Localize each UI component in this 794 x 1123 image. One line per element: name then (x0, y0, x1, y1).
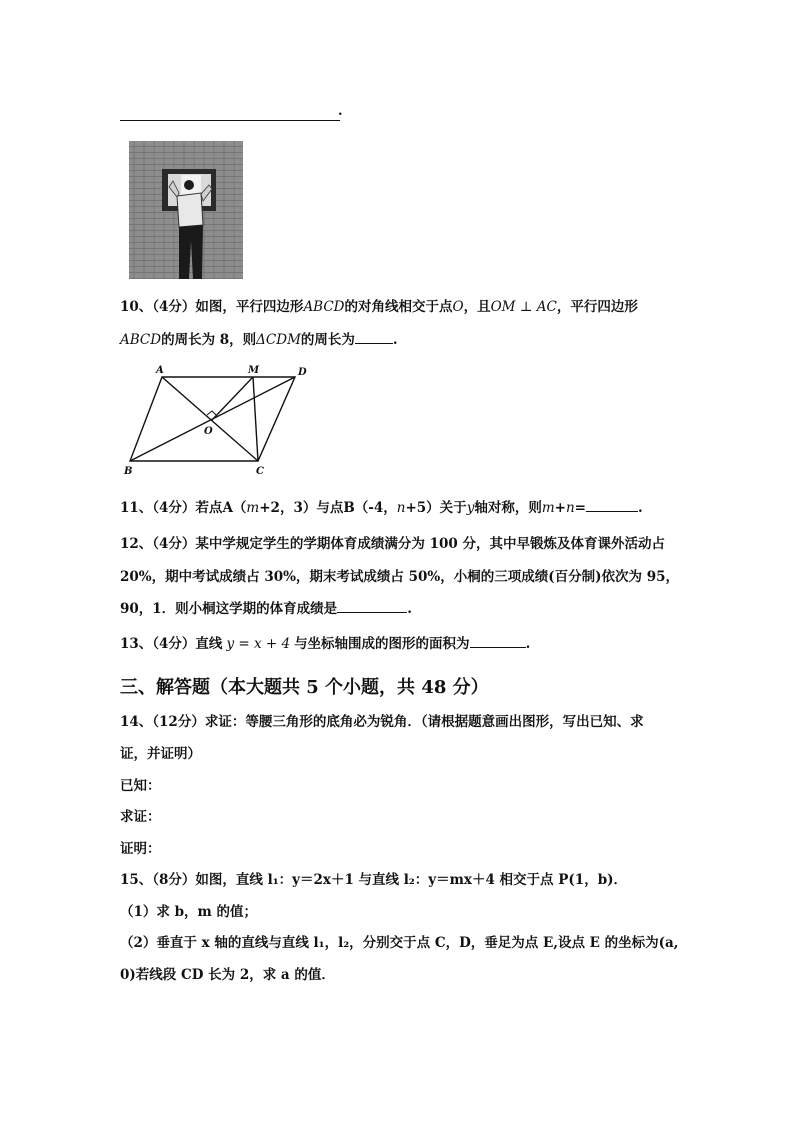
window-photo (129, 141, 243, 279)
q12-line2: 20%，期中考试成绩占 30%，期末考试成绩占 50%，小桐的三项成绩(百分制)依次为 95， (120, 569, 680, 585)
answer-blank-top (120, 106, 340, 121)
label-M: M (248, 365, 260, 376)
parallelogram-diagram (120, 363, 320, 478)
q14-line2: 证，并证明） (120, 746, 201, 762)
answer-blank-top-period: . (338, 104, 343, 119)
answer-blank-q10 (355, 331, 393, 344)
label-A: A (156, 365, 164, 376)
answer-blank-q11 (586, 499, 638, 512)
q12-line1: 12、（4分）某中学规定学生的学期体育成绩满分为 100 分，其中早锻炼及体育课外活动占 (120, 536, 666, 552)
q15-line3: （2）垂直于 x 轴的直线与直线 l₁，l₂，分别交于点 C，D，垂足为点 E,设点 E 的坐标为(a, (120, 935, 679, 951)
label-D: D (298, 367, 307, 378)
label-O: O (204, 426, 213, 437)
q11-line: 11、（4分）若点A（m+2，3）与点B（-4，n+5）关于y轴对称，则m+n= . (120, 500, 643, 516)
q10-line1: 10、（4分）如图，平行四边形ABCD的对角线相交于点O，且OM ⊥ AC，平行四边形 (120, 299, 638, 315)
q14-known: 已知： (120, 778, 161, 794)
label-C: C (256, 466, 264, 477)
q10-line2: ABCD的周长为 8，则ΔCDM的周长为 . (120, 332, 398, 348)
section-heading: 三、解答题（本大题共 5 个小题，共 48 分） (120, 677, 489, 698)
answer-blank-q12 (337, 600, 407, 613)
q12-line3: 90，1．则小桐这学期的体育成绩是 . (120, 601, 412, 617)
q13-line: 13、（4分）直线 y = x + 4 与坐标轴围成的图形的面积为 . (120, 636, 531, 652)
q14-proof: 证明： (120, 841, 161, 857)
q15-line4: 0)若线段 CD 长为 2，求 a 的值． (120, 967, 335, 983)
q15-line2: （1）求 b，m 的值； (120, 904, 258, 920)
q14-prove: 求证： (120, 809, 161, 825)
q14-line1: 14、（12分）求证：等腰三角形的底角必为锐角．（请根据题意画出图形，写出已知、求 (120, 714, 644, 730)
q15-line1: 15、（8分）如图，直线 l₁：y＝2x＋1 与直线 l₂：y＝mx＋4 相交于点 P(1，b)． (120, 872, 628, 888)
answer-blank-q13 (470, 635, 526, 648)
label-B: B (124, 466, 133, 477)
